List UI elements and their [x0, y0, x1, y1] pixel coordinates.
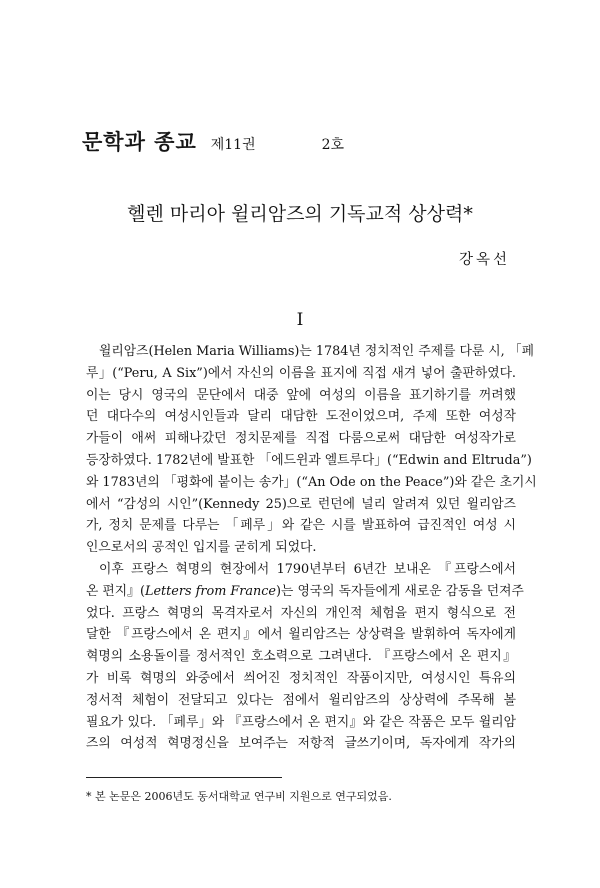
author-name: 강옥선 — [458, 252, 510, 268]
journal-logo: 문학과 종교 — [82, 130, 197, 154]
text-line: 이는 당시 영국의 문단에서 대중 앞에 여성의 이름을 표기하기를 꺼려했 — [86, 387, 516, 403]
text-line: 혁명의 소용돌이를 정서적인 호소력으로 그려낸다. 『프랑스에서 온 편지』 — [86, 649, 516, 665]
text-line: 었다. 프랑스 혁명의 목격자로서 자신의 개인적 체험을 편지 형식으로 전 — [86, 605, 516, 621]
italic-book-title: Letters from France — [144, 583, 277, 599]
text-line: 에서 “감성의 시인”(Kennedy 25)으로 런던에 널리 알려져 있던 윌리암즈 — [86, 496, 516, 512]
text-line: 가들이 애써 피해나갔던 정치문제를 직접 다룸으로써 대담한 여성작가로 — [86, 431, 516, 447]
text-line: 등장하였다. 1782년에 발표한 「에드윈과 엘트루다」(“Edwin and Eltruda”) — [86, 452, 532, 468]
text-line: 윌리암즈(Helen Maria Williams)는 1784년 정치적인 주제를 다룬 시, 「페 — [99, 344, 534, 359]
text-segment: 온 편지』( — [86, 583, 145, 599]
section-heading: I — [296, 310, 304, 330]
text-line: 던 대다수의 여성시인들과 달리 대담한 도전이었으며, 주제 또한 여성작 — [86, 409, 516, 425]
issue-number: 2호 — [321, 137, 345, 153]
text-line: 와 1783년의 「평화에 붙이는 송가」(“An Ode on the Peace”)와 같은 초기시 — [86, 474, 537, 490]
text-line: 즈의 여성적 혁명정신을 보여주는 저항적 글쓰기이며, 독자에게 작가의 — [86, 736, 516, 752]
text-line: 인으로서의 공적인 입지를 굳히게 되었다. — [86, 540, 317, 556]
body-text — [86, 341, 537, 755]
text-segment: )는 영국의 독자들에게 새로운 감동을 던져주 — [276, 583, 524, 599]
text-line: 루」(“Peru, A Six”)에서 자신의 이름을 표지에 직접 새겨 넣어 출판하였다. — [86, 365, 516, 381]
article-title: 헬렌 마리아 윌리암즈의 기독교적 상상력* — [127, 203, 473, 225]
text-line: 가 비록 혁명의 와중에서 씌어진 정치적인 작품이지만, 여성시인 특유의 — [86, 670, 516, 686]
footnote-divider — [86, 777, 282, 778]
text-line: 정서적 체험이 전달되고 있다는 점에서 윌리암즈의 상상력에 주목해 볼 — [86, 692, 516, 708]
text-line: 달한 『프랑스에서 온 편지』에서 윌리암즈는 상상력을 발휘하여 독자에게 — [86, 627, 516, 643]
text-line: 필요가 있다. 「페루」와 『프랑스에서 온 편지』와 같은 작품은 모두 윌리암 — [86, 714, 516, 730]
text-line: 가, 정치 문제를 다루는 「페루」와 같은 시를 발표하여 급진적인 여성 시 — [86, 518, 516, 534]
text-line — [86, 581, 524, 603]
footnote: * 본 논문은 2006년도 동서대학교 연구비 지원으로 연구되었음. — [86, 790, 392, 803]
running-header — [82, 126, 344, 152]
text-line: 이후 프랑스 혁명의 현장에서 1790년부터 6년간 보내온 『프랑스에서 — [99, 561, 516, 577]
volume-number: 제11권 — [210, 137, 256, 153]
